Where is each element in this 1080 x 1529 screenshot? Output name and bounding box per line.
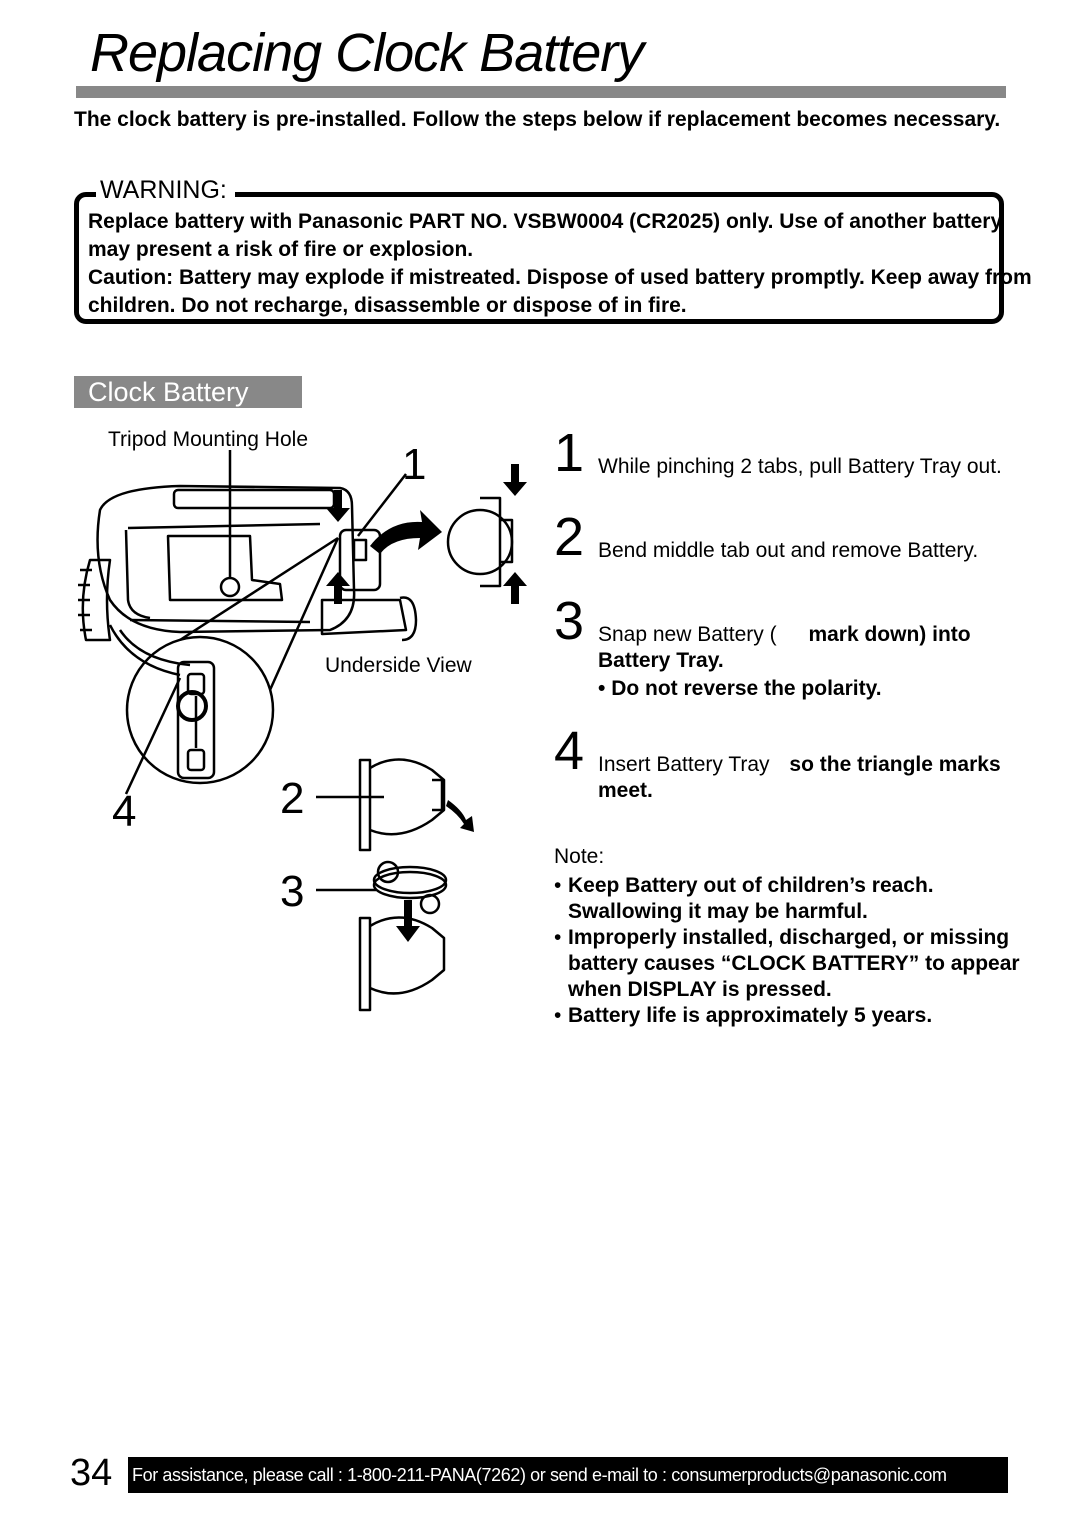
callout-2: 2 (280, 774, 305, 823)
note-item: • Improperly installed, discharged, or missing battery causes “CLOCK BATTERY” to appear when DISPLAY is pressed. (554, 925, 1024, 1003)
underside-view-label: Underside View (325, 654, 472, 677)
page-number: 34 (70, 1452, 113, 1494)
note-label: Note: (554, 845, 605, 868)
bend-tab-arrow (446, 800, 474, 832)
tray-arrow-top (503, 464, 527, 496)
callout-1: 1 (402, 440, 427, 489)
title-rule (76, 86, 1006, 98)
warning-line-1: Replace battery with Panasonic PART NO. VSBW0004 (CR2025) only. Use of another battery may present a risk of fire or explosion. (88, 210, 1003, 261)
notes (554, 845, 1024, 1029)
callout-4: 4 (112, 787, 137, 836)
triangle-mark (178, 692, 206, 720)
warning-label: WARNING: (96, 176, 235, 205)
pinch-arrow-top (326, 490, 350, 522)
zoom-circle (127, 637, 273, 783)
step-number: 1 (554, 423, 585, 483)
intro-text: The clock battery is pre-installed. Follow the steps below if replacement becomes necessary. (74, 108, 1001, 131)
pull-out-arrow (370, 510, 442, 554)
step-text-bold: mark down) into Battery Tray. (598, 623, 971, 672)
section-heading: Clock Battery (74, 376, 302, 408)
step-text-bold: so the triangle marks meet. (598, 753, 1001, 802)
note-list (554, 873, 1024, 1029)
warning-text (88, 208, 1048, 320)
callout-3: 3 (280, 867, 305, 916)
step-number: 4 (554, 721, 585, 781)
step-bullet: Do not reverse the polarity. (611, 677, 882, 700)
battery-diagram (70, 450, 540, 1030)
step-2 (554, 507, 1024, 572)
warning-line-2: Caution: Battery may explode if mistreated. Dispose of used battery promptly. Keep away from children. Do not recharge, disassemble or dispose of in fire. (88, 266, 1032, 317)
steps-list (554, 423, 1024, 828)
page-title: Replacing Clock Battery (90, 23, 644, 83)
step-number: 2 (554, 507, 585, 567)
tray-arrow-bottom (503, 572, 527, 604)
step-4 (554, 721, 1024, 804)
note-item: • Keep Battery out of children’s reach. Swallowing it may be harmful. (554, 873, 1024, 925)
footer-bar: For assistance, please call : 1-800-211-PANA(7262) or send e-mail to : consumerproducts@panasonic.com (128, 1457, 1008, 1493)
step-text: Snap new Battery ( (598, 623, 777, 646)
step-text: Bend middle tab out and remove Battery. (598, 539, 979, 562)
step-number: 3 (554, 591, 585, 651)
step-3: 3 Snap new Battery ( mark down) into Battery Tray. • Do not reverse the polarity. (554, 591, 971, 700)
step-1 (554, 423, 1024, 488)
step-text: Insert Battery Tray (598, 753, 770, 776)
tripod-hole (221, 578, 239, 596)
note-item: • Battery life is approximately 5 years. (554, 1003, 1024, 1029)
step-text: While pinching 2 tabs, pull Battery Tray out. (598, 455, 1002, 478)
tripod-hole-label: Tripod Mounting Hole (108, 428, 308, 451)
